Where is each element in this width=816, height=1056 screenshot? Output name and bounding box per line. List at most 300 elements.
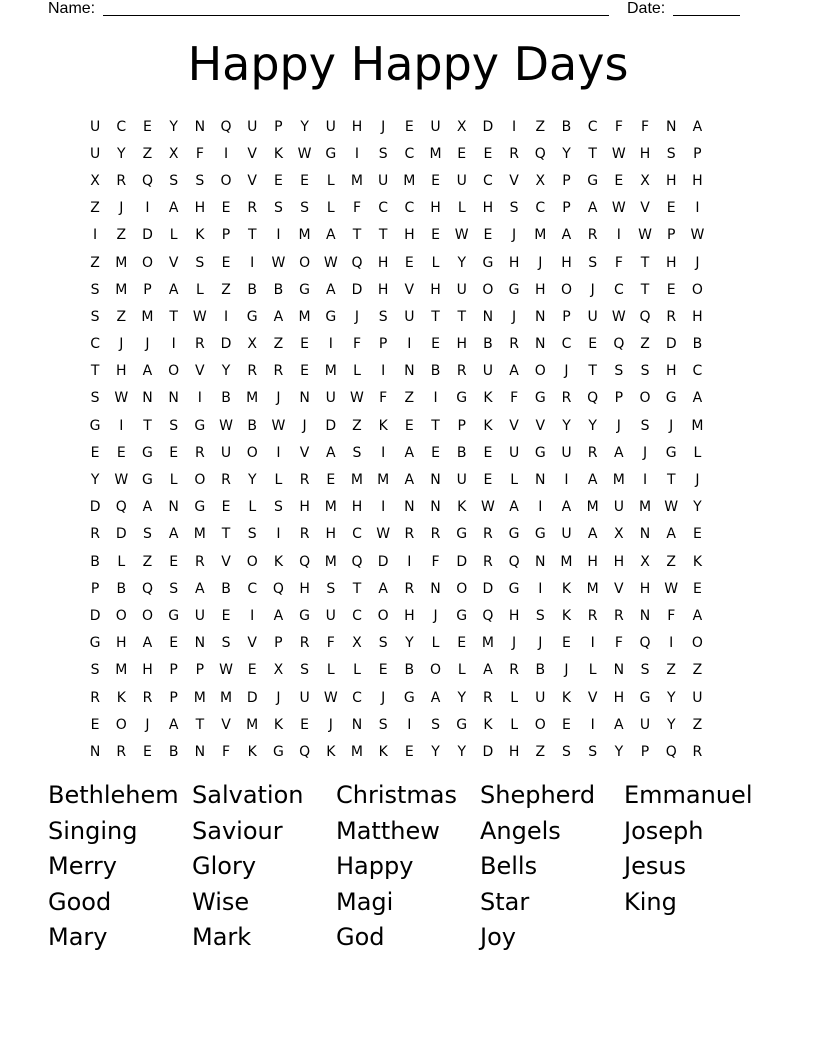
grid-cell[interactable]: A	[404, 444, 415, 461]
grid-cell[interactable]: J	[695, 472, 700, 489]
grid-cell[interactable]: U	[587, 308, 598, 325]
grid-cell[interactable]: S	[90, 281, 100, 298]
grid-cell[interactable]: S	[535, 607, 545, 624]
grid-cell[interactable]: M	[612, 472, 625, 489]
grid-cell[interactable]: H	[639, 580, 651, 597]
grid-cell[interactable]: V	[587, 689, 598, 706]
grid-cell[interactable]: N	[404, 499, 415, 516]
grid-cell[interactable]: K	[561, 689, 572, 706]
grid-cell[interactable]: G	[89, 635, 101, 652]
grid-cell[interactable]: J	[564, 662, 569, 679]
grid-cell[interactable]: R	[194, 444, 205, 461]
grid-cell[interactable]: I	[407, 553, 412, 570]
grid-cell[interactable]: P	[640, 743, 650, 760]
grid-cell[interactable]: A	[378, 580, 388, 597]
grid-cell[interactable]: U	[430, 118, 441, 135]
grid-cell[interactable]: N	[168, 499, 179, 516]
grid-cell[interactable]: T	[640, 281, 650, 298]
grid-cell[interactable]: Y	[247, 472, 257, 489]
grid-cell[interactable]: T	[143, 417, 152, 434]
grid-cell[interactable]: B	[404, 662, 415, 679]
grid-cell[interactable]: M	[246, 390, 259, 407]
grid-cell[interactable]: Y	[169, 118, 178, 135]
grid-cell[interactable]: I	[171, 336, 176, 353]
grid-cell[interactable]: E	[221, 607, 231, 624]
grid-cell[interactable]: A	[142, 635, 153, 652]
grid-cell[interactable]: J	[381, 689, 386, 706]
grid-cell[interactable]: W	[664, 499, 679, 516]
grid-cell[interactable]: E	[457, 635, 467, 652]
grid-cell[interactable]: C	[116, 118, 127, 135]
grid-cell[interactable]: U	[299, 689, 310, 706]
grid-cell[interactable]: E	[300, 336, 310, 353]
grid-cell[interactable]: U	[561, 526, 572, 543]
grid-cell[interactable]: X	[614, 526, 624, 543]
grid-cell[interactable]: R	[299, 526, 310, 543]
grid-cell[interactable]: B	[535, 662, 546, 679]
grid-cell[interactable]: F	[614, 635, 623, 652]
grid-cell[interactable]: C	[404, 145, 415, 162]
grid-cell[interactable]: F	[431, 553, 440, 570]
grid-cell[interactable]: J	[512, 308, 517, 325]
grid-cell[interactable]: M	[115, 662, 128, 679]
grid-cell[interactable]: P	[666, 227, 676, 244]
grid-cell[interactable]: E	[614, 172, 624, 189]
grid-cell[interactable]: I	[381, 499, 386, 516]
grid-cell[interactable]: I	[590, 716, 595, 733]
grid-cell[interactable]: M	[193, 526, 206, 543]
grid-cell[interactable]: A	[509, 363, 519, 380]
grid-cell[interactable]: G	[299, 607, 311, 624]
grid-cell[interactable]: G	[142, 444, 153, 461]
grid-cell[interactable]: L	[353, 363, 361, 380]
grid-cell[interactable]: V	[299, 444, 310, 461]
grid-cell[interactable]: A	[692, 607, 703, 624]
grid-cell[interactable]: N	[404, 363, 415, 380]
grid-cell[interactable]: I	[328, 336, 333, 353]
grid-cell[interactable]: A	[168, 200, 179, 217]
grid-cell[interactable]: M	[193, 689, 206, 706]
grid-cell[interactable]: S	[273, 499, 283, 516]
grid-cell[interactable]: W	[454, 227, 469, 244]
grid-cell[interactable]: I	[381, 363, 386, 380]
grid-cell[interactable]: J	[538, 635, 543, 652]
grid-cell[interactable]: E	[221, 200, 231, 217]
grid-cell[interactable]: D	[325, 417, 337, 434]
grid-cell[interactable]: S	[247, 526, 257, 543]
grid-cell[interactable]: V	[168, 254, 179, 271]
grid-cell[interactable]: R	[247, 200, 258, 217]
grid-cell[interactable]: U	[561, 444, 572, 461]
grid-cell[interactable]: G	[482, 254, 494, 271]
date-blank-line[interactable]	[673, 15, 740, 16]
grid-cell[interactable]: L	[169, 227, 178, 244]
grid-cell[interactable]: V	[614, 580, 624, 597]
grid-cell[interactable]: H	[639, 145, 651, 162]
grid-cell[interactable]: J	[276, 390, 281, 407]
grid-cell[interactable]: H	[325, 526, 337, 543]
grid-cell[interactable]: B	[90, 553, 100, 570]
grid-cell[interactable]: Q	[587, 390, 599, 407]
grid-cell[interactable]: K	[561, 607, 572, 624]
grid-cell[interactable]: S	[378, 716, 388, 733]
grid-cell[interactable]: M	[481, 635, 494, 652]
grid-cell[interactable]: D	[115, 526, 127, 543]
grid-cell[interactable]: R	[299, 635, 310, 652]
grid-cell[interactable]: O	[456, 580, 468, 597]
grid-cell[interactable]: A	[325, 281, 336, 298]
grid-cell[interactable]: H	[587, 553, 598, 570]
grid-cell[interactable]: H	[456, 336, 467, 353]
grid-cell[interactable]: H	[351, 499, 363, 516]
grid-cell[interactable]: I	[538, 580, 543, 597]
grid-cell[interactable]: O	[220, 172, 232, 189]
grid-cell[interactable]: E	[666, 200, 676, 217]
grid-cell[interactable]: C	[404, 200, 415, 217]
grid-cell[interactable]: M	[298, 227, 311, 244]
grid-cell[interactable]: S	[169, 172, 179, 189]
grid-cell[interactable]: I	[276, 444, 281, 461]
grid-cell[interactable]: K	[273, 716, 283, 733]
grid-cell[interactable]: H	[404, 227, 415, 244]
grid-cell[interactable]: S	[562, 743, 571, 760]
grid-cell[interactable]: K	[273, 553, 283, 570]
grid-cell[interactable]: B	[221, 390, 231, 407]
grid-cell[interactable]: Q	[508, 553, 520, 570]
grid-cell[interactable]: Z	[666, 662, 677, 679]
grid-cell[interactable]: N	[430, 472, 441, 489]
grid-cell[interactable]: L	[169, 472, 178, 489]
grid-cell[interactable]: L	[510, 689, 518, 706]
grid-cell[interactable]: C	[483, 172, 493, 189]
grid-cell[interactable]: N	[89, 743, 101, 760]
grid-cell[interactable]: E	[404, 743, 414, 760]
grid-cell[interactable]: K	[116, 689, 126, 706]
grid-cell[interactable]: E	[247, 662, 257, 679]
grid-cell[interactable]: A	[142, 499, 153, 516]
grid-cell[interactable]: L	[510, 472, 518, 489]
grid-cell[interactable]: I	[564, 472, 569, 489]
grid-cell[interactable]: H	[508, 743, 520, 760]
grid-cell[interactable]: R	[587, 444, 598, 461]
grid-cell[interactable]: E	[666, 281, 676, 298]
grid-cell[interactable]: O	[115, 716, 127, 733]
grid-cell[interactable]: N	[351, 716, 363, 733]
grid-cell[interactable]: W	[323, 689, 338, 706]
grid-cell[interactable]: Z	[142, 145, 153, 162]
grid-cell[interactable]: W	[219, 417, 233, 434]
grid-cell[interactable]: S	[326, 580, 336, 597]
grid-cell[interactable]: M	[246, 716, 259, 733]
grid-cell[interactable]: I	[407, 336, 412, 353]
grid-cell[interactable]: U	[535, 689, 546, 706]
grid-cell[interactable]: Q	[639, 635, 651, 652]
grid-cell[interactable]: U	[325, 607, 336, 624]
grid-cell[interactable]: A	[509, 499, 519, 516]
grid-cell[interactable]: X	[90, 172, 100, 189]
grid-cell[interactable]: P	[274, 118, 283, 135]
grid-cell[interactable]: A	[692, 390, 703, 407]
grid-cell[interactable]: P	[195, 662, 205, 679]
grid-cell[interactable]: V	[535, 417, 546, 434]
grid-cell[interactable]: A	[168, 526, 179, 543]
grid-cell[interactable]: E	[169, 553, 179, 570]
grid-cell[interactable]: J	[145, 716, 150, 733]
grid-cell[interactable]: O	[194, 472, 206, 489]
grid-cell[interactable]: F	[667, 607, 676, 624]
grid-cell[interactable]: C	[90, 336, 100, 353]
grid-cell[interactable]: U	[613, 499, 624, 516]
grid-cell[interactable]: A	[430, 689, 441, 706]
grid-cell[interactable]: R	[194, 553, 205, 570]
grid-cell[interactable]: T	[169, 308, 178, 325]
grid-cell[interactable]: P	[562, 308, 571, 325]
grid-cell[interactable]: Z	[221, 281, 231, 298]
grid-cell[interactable]: Y	[457, 689, 466, 706]
grid-cell[interactable]: A	[404, 472, 415, 489]
grid-cell[interactable]: C	[247, 580, 258, 597]
grid-cell[interactable]: B	[456, 444, 467, 461]
grid-cell[interactable]: D	[351, 281, 363, 298]
grid-cell[interactable]: B	[483, 336, 493, 353]
grid-cell[interactable]: Q	[351, 553, 363, 570]
grid-cell[interactable]: S	[614, 363, 624, 380]
grid-cell[interactable]: E	[483, 472, 493, 489]
grid-cell[interactable]: S	[300, 200, 310, 217]
grid-cell[interactable]: S	[169, 580, 179, 597]
grid-cell[interactable]: J	[616, 417, 621, 434]
grid-cell[interactable]: M	[403, 172, 416, 189]
grid-cell[interactable]: M	[377, 472, 390, 489]
grid-cell[interactable]: W	[638, 227, 652, 244]
grid-cell[interactable]: N	[613, 662, 625, 679]
grid-cell[interactable]: K	[561, 580, 572, 597]
grid-cell[interactable]: J	[302, 417, 307, 434]
grid-cell[interactable]: M	[560, 553, 573, 570]
grid-cell[interactable]: V	[247, 172, 257, 189]
grid-cell[interactable]: N	[482, 308, 494, 325]
grid-cell[interactable]: H	[299, 499, 310, 516]
grid-cell[interactable]: B	[168, 743, 179, 760]
grid-cell[interactable]: U	[456, 281, 467, 298]
grid-cell[interactable]: I	[276, 526, 281, 543]
grid-cell[interactable]: O	[246, 553, 258, 570]
grid-cell[interactable]: S	[195, 172, 205, 189]
grid-cell[interactable]: U	[692, 689, 703, 706]
grid-cell[interactable]: U	[378, 172, 389, 189]
grid-cell[interactable]: U	[194, 607, 205, 624]
grid-cell[interactable]: A	[168, 716, 179, 733]
grid-cell[interactable]: F	[326, 635, 335, 652]
grid-cell[interactable]: K	[483, 716, 493, 733]
grid-cell[interactable]: T	[90, 363, 100, 380]
grid-cell[interactable]: G	[246, 308, 258, 325]
grid-cell[interactable]: G	[587, 172, 599, 189]
grid-cell[interactable]: W	[350, 390, 364, 407]
grid-cell[interactable]: L	[693, 444, 702, 461]
grid-cell[interactable]: R	[483, 689, 493, 706]
grid-cell[interactable]: S	[509, 200, 519, 217]
grid-cell[interactable]: D	[456, 553, 468, 570]
grid-cell[interactable]: X	[640, 553, 650, 570]
grid-cell[interactable]: U	[89, 118, 101, 135]
grid-cell[interactable]: E	[378, 662, 388, 679]
grid-cell[interactable]: W	[271, 417, 286, 434]
grid-cell[interactable]: V	[221, 553, 231, 570]
grid-cell[interactable]: V	[221, 716, 231, 733]
grid-cell[interactable]: T	[431, 417, 440, 434]
grid-cell[interactable]: S	[378, 308, 388, 325]
grid-cell[interactable]: W	[219, 662, 233, 679]
grid-cell[interactable]: L	[326, 200, 335, 217]
grid-cell[interactable]: H	[116, 635, 127, 652]
grid-cell[interactable]: K	[483, 390, 493, 407]
grid-cell[interactable]: O	[560, 281, 572, 298]
grid-cell[interactable]: E	[483, 227, 493, 244]
grid-cell[interactable]: Q	[115, 499, 127, 516]
grid-cell[interactable]: I	[512, 118, 517, 135]
grid-cell[interactable]: M	[534, 227, 547, 244]
grid-cell[interactable]: Y	[117, 145, 126, 162]
grid-cell[interactable]: P	[562, 172, 571, 189]
grid-cell[interactable]: H	[613, 553, 625, 570]
grid-cell[interactable]: R	[404, 580, 415, 597]
grid-cell[interactable]: W	[192, 308, 207, 325]
grid-cell[interactable]: W	[114, 390, 129, 407]
grid-cell[interactable]: W	[611, 200, 626, 217]
grid-cell[interactable]: T	[431, 308, 440, 325]
grid-cell[interactable]: M	[219, 689, 233, 706]
grid-cell[interactable]: D	[665, 336, 677, 353]
grid-cell[interactable]: P	[562, 200, 571, 217]
grid-cell[interactable]: T	[640, 254, 650, 271]
grid-cell[interactable]: B	[273, 281, 284, 298]
grid-cell[interactable]: E	[404, 254, 414, 271]
grid-cell[interactable]: Z	[142, 553, 153, 570]
grid-cell[interactable]: Z	[666, 553, 677, 570]
grid-cell[interactable]: H	[194, 200, 206, 217]
grid-cell[interactable]: B	[221, 580, 231, 597]
grid-cell[interactable]: J	[642, 444, 648, 461]
grid-cell[interactable]: O	[246, 444, 258, 461]
grid-cell[interactable]: Q	[665, 743, 677, 760]
grid-cell[interactable]: R	[273, 363, 284, 380]
grid-cell[interactable]: N	[535, 336, 546, 353]
grid-cell[interactable]: U	[404, 308, 415, 325]
grid-cell[interactable]: I	[276, 227, 281, 244]
grid-cell[interactable]: P	[221, 227, 231, 244]
grid-cell[interactable]: M	[350, 743, 364, 760]
grid-cell[interactable]: T	[352, 227, 362, 244]
grid-cell[interactable]: A	[195, 580, 205, 597]
grid-cell[interactable]: I	[223, 308, 229, 325]
grid-cell[interactable]: G	[194, 499, 206, 516]
grid-cell[interactable]: I	[642, 472, 648, 489]
grid-cell[interactable]: E	[431, 172, 440, 189]
grid-cell[interactable]: M	[115, 254, 128, 271]
grid-cell[interactable]: H	[351, 118, 363, 135]
grid-cell[interactable]: W	[323, 254, 338, 271]
grid-cell[interactable]: M	[691, 417, 704, 434]
grid-cell[interactable]: R	[692, 743, 703, 760]
grid-cell[interactable]: Y	[457, 743, 466, 760]
grid-cell[interactable]: G	[142, 472, 153, 489]
grid-cell[interactable]: W	[611, 308, 626, 325]
grid-cell[interactable]: S	[378, 635, 388, 652]
grid-cell[interactable]: U	[456, 172, 467, 189]
grid-cell[interactable]: N	[299, 390, 310, 407]
grid-cell[interactable]: G	[665, 444, 677, 461]
grid-cell[interactable]: S	[666, 145, 676, 162]
grid-cell[interactable]: V	[404, 281, 415, 298]
grid-cell[interactable]: A	[614, 716, 624, 733]
grid-cell[interactable]: O	[115, 607, 127, 624]
grid-cell[interactable]: H	[404, 607, 415, 624]
grid-cell[interactable]: R	[587, 607, 598, 624]
grid-cell[interactable]: T	[195, 716, 205, 733]
grid-cell[interactable]: F	[614, 254, 623, 271]
grid-cell[interactable]: S	[90, 390, 100, 407]
grid-cell[interactable]: D	[220, 336, 232, 353]
grid-cell[interactable]: Z	[273, 336, 284, 353]
grid-cell[interactable]: T	[457, 308, 466, 325]
grid-cell[interactable]: G	[456, 390, 468, 407]
grid-cell[interactable]: A	[587, 526, 598, 543]
grid-cell[interactable]: X	[352, 635, 362, 652]
grid-cell[interactable]: G	[508, 526, 520, 543]
grid-cell[interactable]: J	[119, 200, 124, 217]
grid-cell[interactable]: W	[664, 580, 679, 597]
grid-cell[interactable]: I	[538, 499, 543, 516]
grid-cell[interactable]: A	[587, 472, 598, 489]
grid-cell[interactable]: R	[221, 472, 231, 489]
grid-cell[interactable]: Y	[666, 689, 676, 706]
grid-cell[interactable]: A	[561, 499, 572, 516]
grid-cell[interactable]: S	[221, 635, 231, 652]
grid-cell[interactable]: Q	[534, 145, 546, 162]
grid-cell[interactable]: F	[195, 145, 204, 162]
grid-cell[interactable]: H	[482, 200, 494, 217]
grid-cell[interactable]: C	[613, 281, 624, 298]
grid-cell[interactable]: N	[194, 118, 206, 135]
grid-cell[interactable]: Y	[614, 743, 624, 760]
grid-cell[interactable]: K	[247, 743, 257, 760]
grid-cell[interactable]: E	[326, 472, 336, 489]
grid-cell[interactable]: Y	[300, 118, 309, 135]
grid-cell[interactable]: H	[665, 254, 677, 271]
grid-cell[interactable]: Z	[116, 308, 127, 325]
grid-cell[interactable]: K	[457, 499, 467, 516]
grid-cell[interactable]: V	[640, 200, 650, 217]
grid-cell[interactable]: M	[115, 281, 128, 298]
grid-cell[interactable]: E	[221, 254, 231, 271]
grid-cell[interactable]: G	[665, 390, 677, 407]
grid-cell[interactable]: Y	[693, 499, 702, 516]
grid-cell[interactable]: M	[350, 472, 364, 489]
grid-cell[interactable]: I	[407, 716, 412, 733]
grid-cell[interactable]: O	[168, 363, 180, 380]
grid-cell[interactable]: I	[669, 635, 674, 652]
grid-cell[interactable]: U	[247, 118, 258, 135]
grid-cell[interactable]: X	[640, 172, 650, 189]
grid-cell[interactable]: H	[508, 607, 520, 624]
grid-cell[interactable]: R	[90, 526, 100, 543]
grid-cell[interactable]: I	[354, 145, 360, 162]
grid-cell[interactable]: J	[695, 254, 700, 271]
grid-cell[interactable]: E	[588, 336, 598, 353]
grid-cell[interactable]: Y	[221, 363, 231, 380]
grid-cell[interactable]: K	[692, 553, 702, 570]
